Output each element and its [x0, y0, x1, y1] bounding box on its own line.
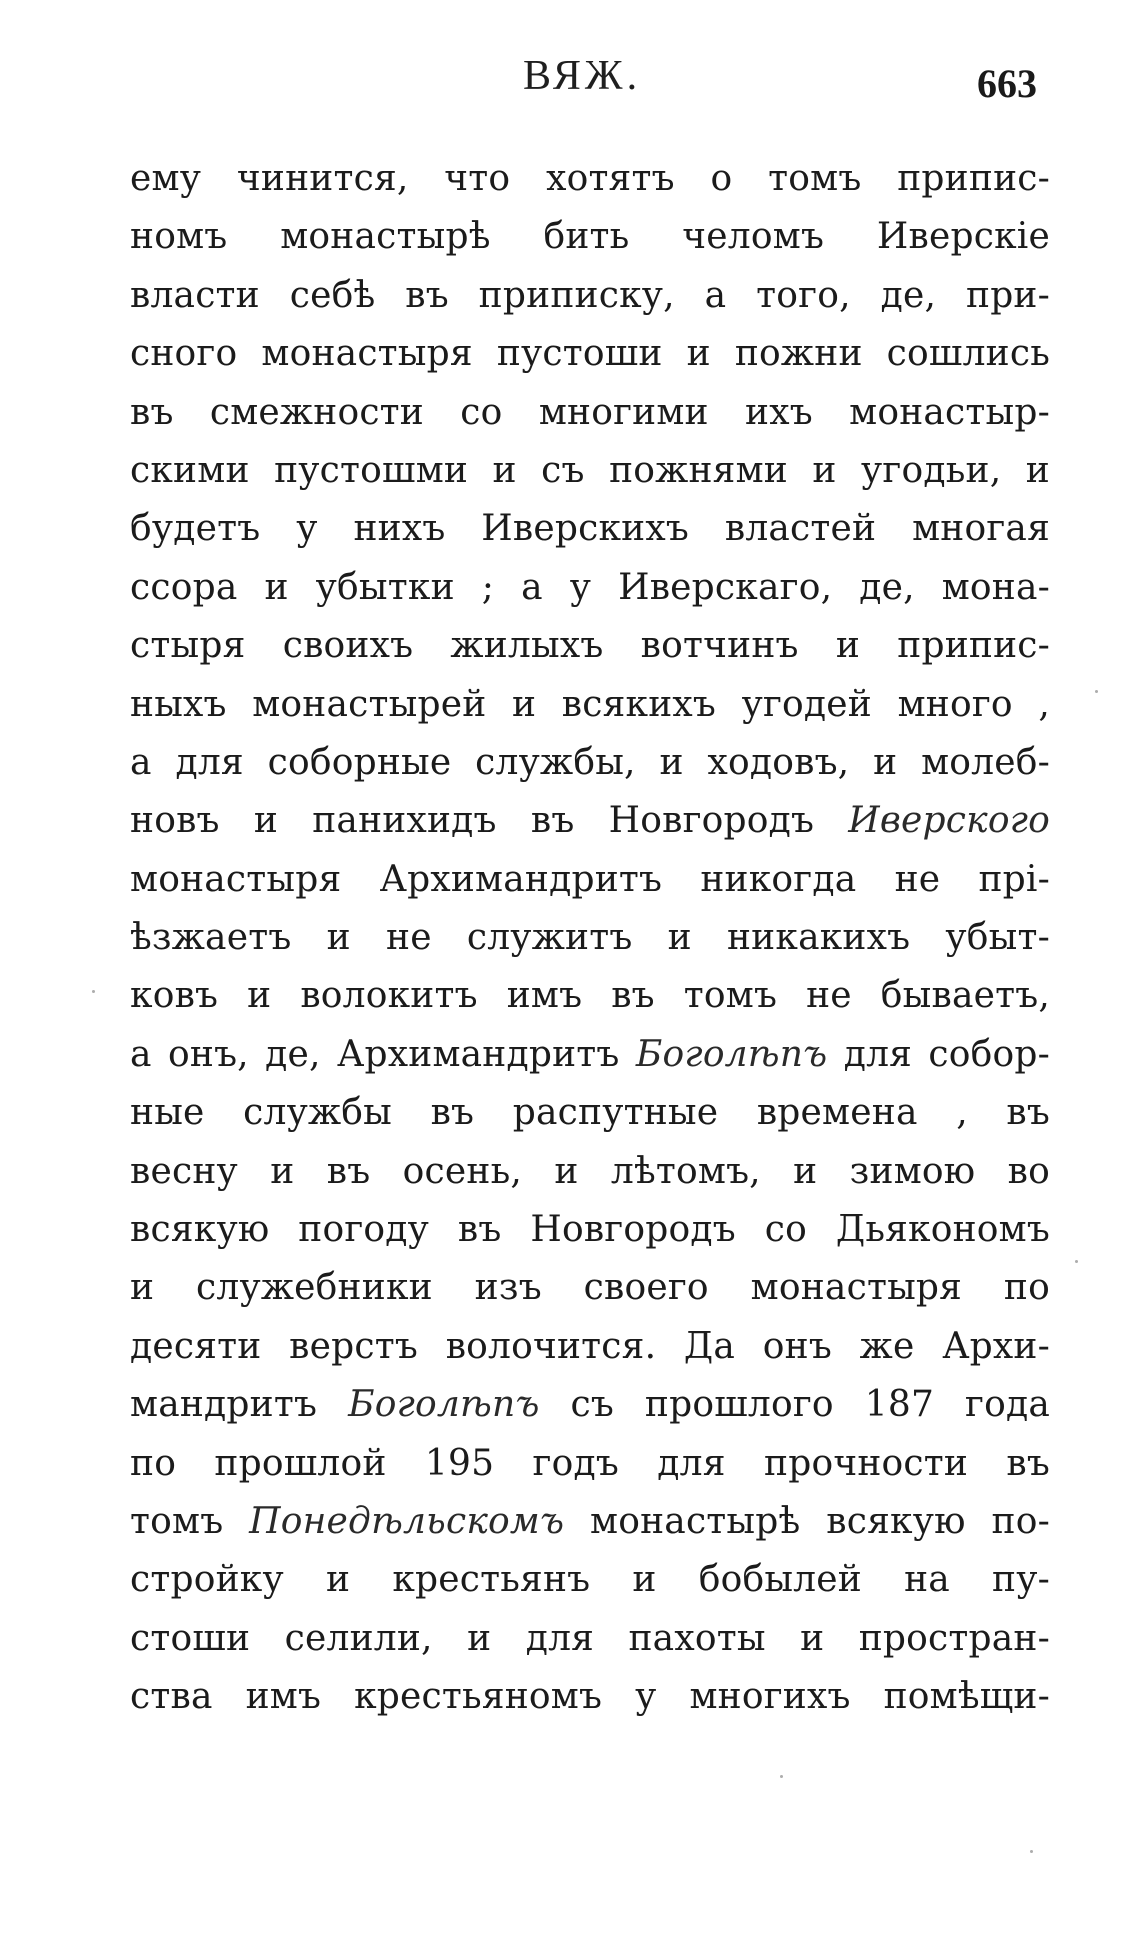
text-line: ства имъ крестьяномъ у многихъ помѣщи-	[130, 1676, 1050, 1718]
text-line: ныхъ монастырей и всякихъ угодей много ,	[130, 683, 1050, 725]
text-line: новъ и панихидъ въ Новгородъ Иверского	[130, 800, 1050, 842]
text-line: ссора и убытки ; а у Иверскаго, де, мона-	[130, 566, 1050, 608]
running-header: ВЯЖ.	[523, 53, 642, 99]
text-line: по прошлой 195 годъ для прочности въ	[130, 1442, 1050, 1484]
paper-speck	[1095, 690, 1098, 693]
text-line: а онъ, де, Архимандритъ Боголѣпъ для собор-	[130, 1033, 1050, 1075]
text-line: будетъ у нихъ Иверскихъ властей многая	[130, 508, 1050, 550]
text-line: монастыря Архимандритъ никогда не прі-	[130, 858, 1050, 900]
paper-speck	[780, 1775, 783, 1778]
text-line: ѣзжаетъ и не служитъ и никакихъ убыт-	[130, 917, 1050, 959]
paper-speck	[1030, 1850, 1033, 1853]
text-line: всякую погоду въ Новгородъ со Дьякономъ	[130, 1209, 1050, 1251]
text-line: ему чинится, что хотятъ о томъ припис-	[130, 158, 1050, 199]
italic-name: Иверского	[848, 800, 1050, 842]
text-line: скими пустошми и съ пожнями и угодьи, и	[130, 449, 1050, 491]
text-line: ковъ и волокитъ имъ въ томъ не бываетъ,	[130, 975, 1050, 1017]
italic-name: Боголѣпъ	[348, 1384, 540, 1426]
text-line: мандритъ Боголѣпъ съ прошлого 187 года	[130, 1384, 1050, 1426]
text-line: власти себѣ въ приписку, а того, де, при-	[130, 274, 1050, 316]
text-line: стоши селили, и для пахоты и простран-	[130, 1617, 1050, 1659]
paper-speck	[1075, 1260, 1078, 1263]
text-line: и служебники изъ своего монастыря по	[130, 1267, 1050, 1309]
text-line: томъ Понедѣльскомъ монастырѣ всякую по-	[130, 1500, 1050, 1542]
text-line: номъ монастырѣ бить челомъ Иверскіе	[130, 216, 1050, 258]
text-line: весну и въ осень, и лѣтомъ, и зимою во	[130, 1150, 1050, 1192]
paper-speck	[92, 990, 95, 993]
text-line: ные службы въ распутные времена , въ	[130, 1092, 1050, 1134]
page-number: 663	[977, 61, 1037, 106]
text-line: стройку и крестьянъ и бобылей на пу-	[130, 1559, 1050, 1601]
italic-name: Боголѣпъ	[635, 1033, 828, 1075]
text-line: а для соборные службы, и ходовъ, и молеб-	[130, 741, 1050, 783]
text-line: въ смежности со многими ихъ монастыр-	[130, 391, 1050, 433]
text-line: стыря своихъ жилыхъ вотчинъ и припис-	[130, 625, 1050, 667]
body-text	[130, 150, 1050, 1727]
text-line: десяти верстъ волочится. Да онъ же Архи-	[130, 1325, 1050, 1367]
italic-name: Понедѣльскомъ	[249, 1500, 565, 1542]
text-line: сного монастыря пустоши и пожни сошлись	[130, 333, 1050, 375]
